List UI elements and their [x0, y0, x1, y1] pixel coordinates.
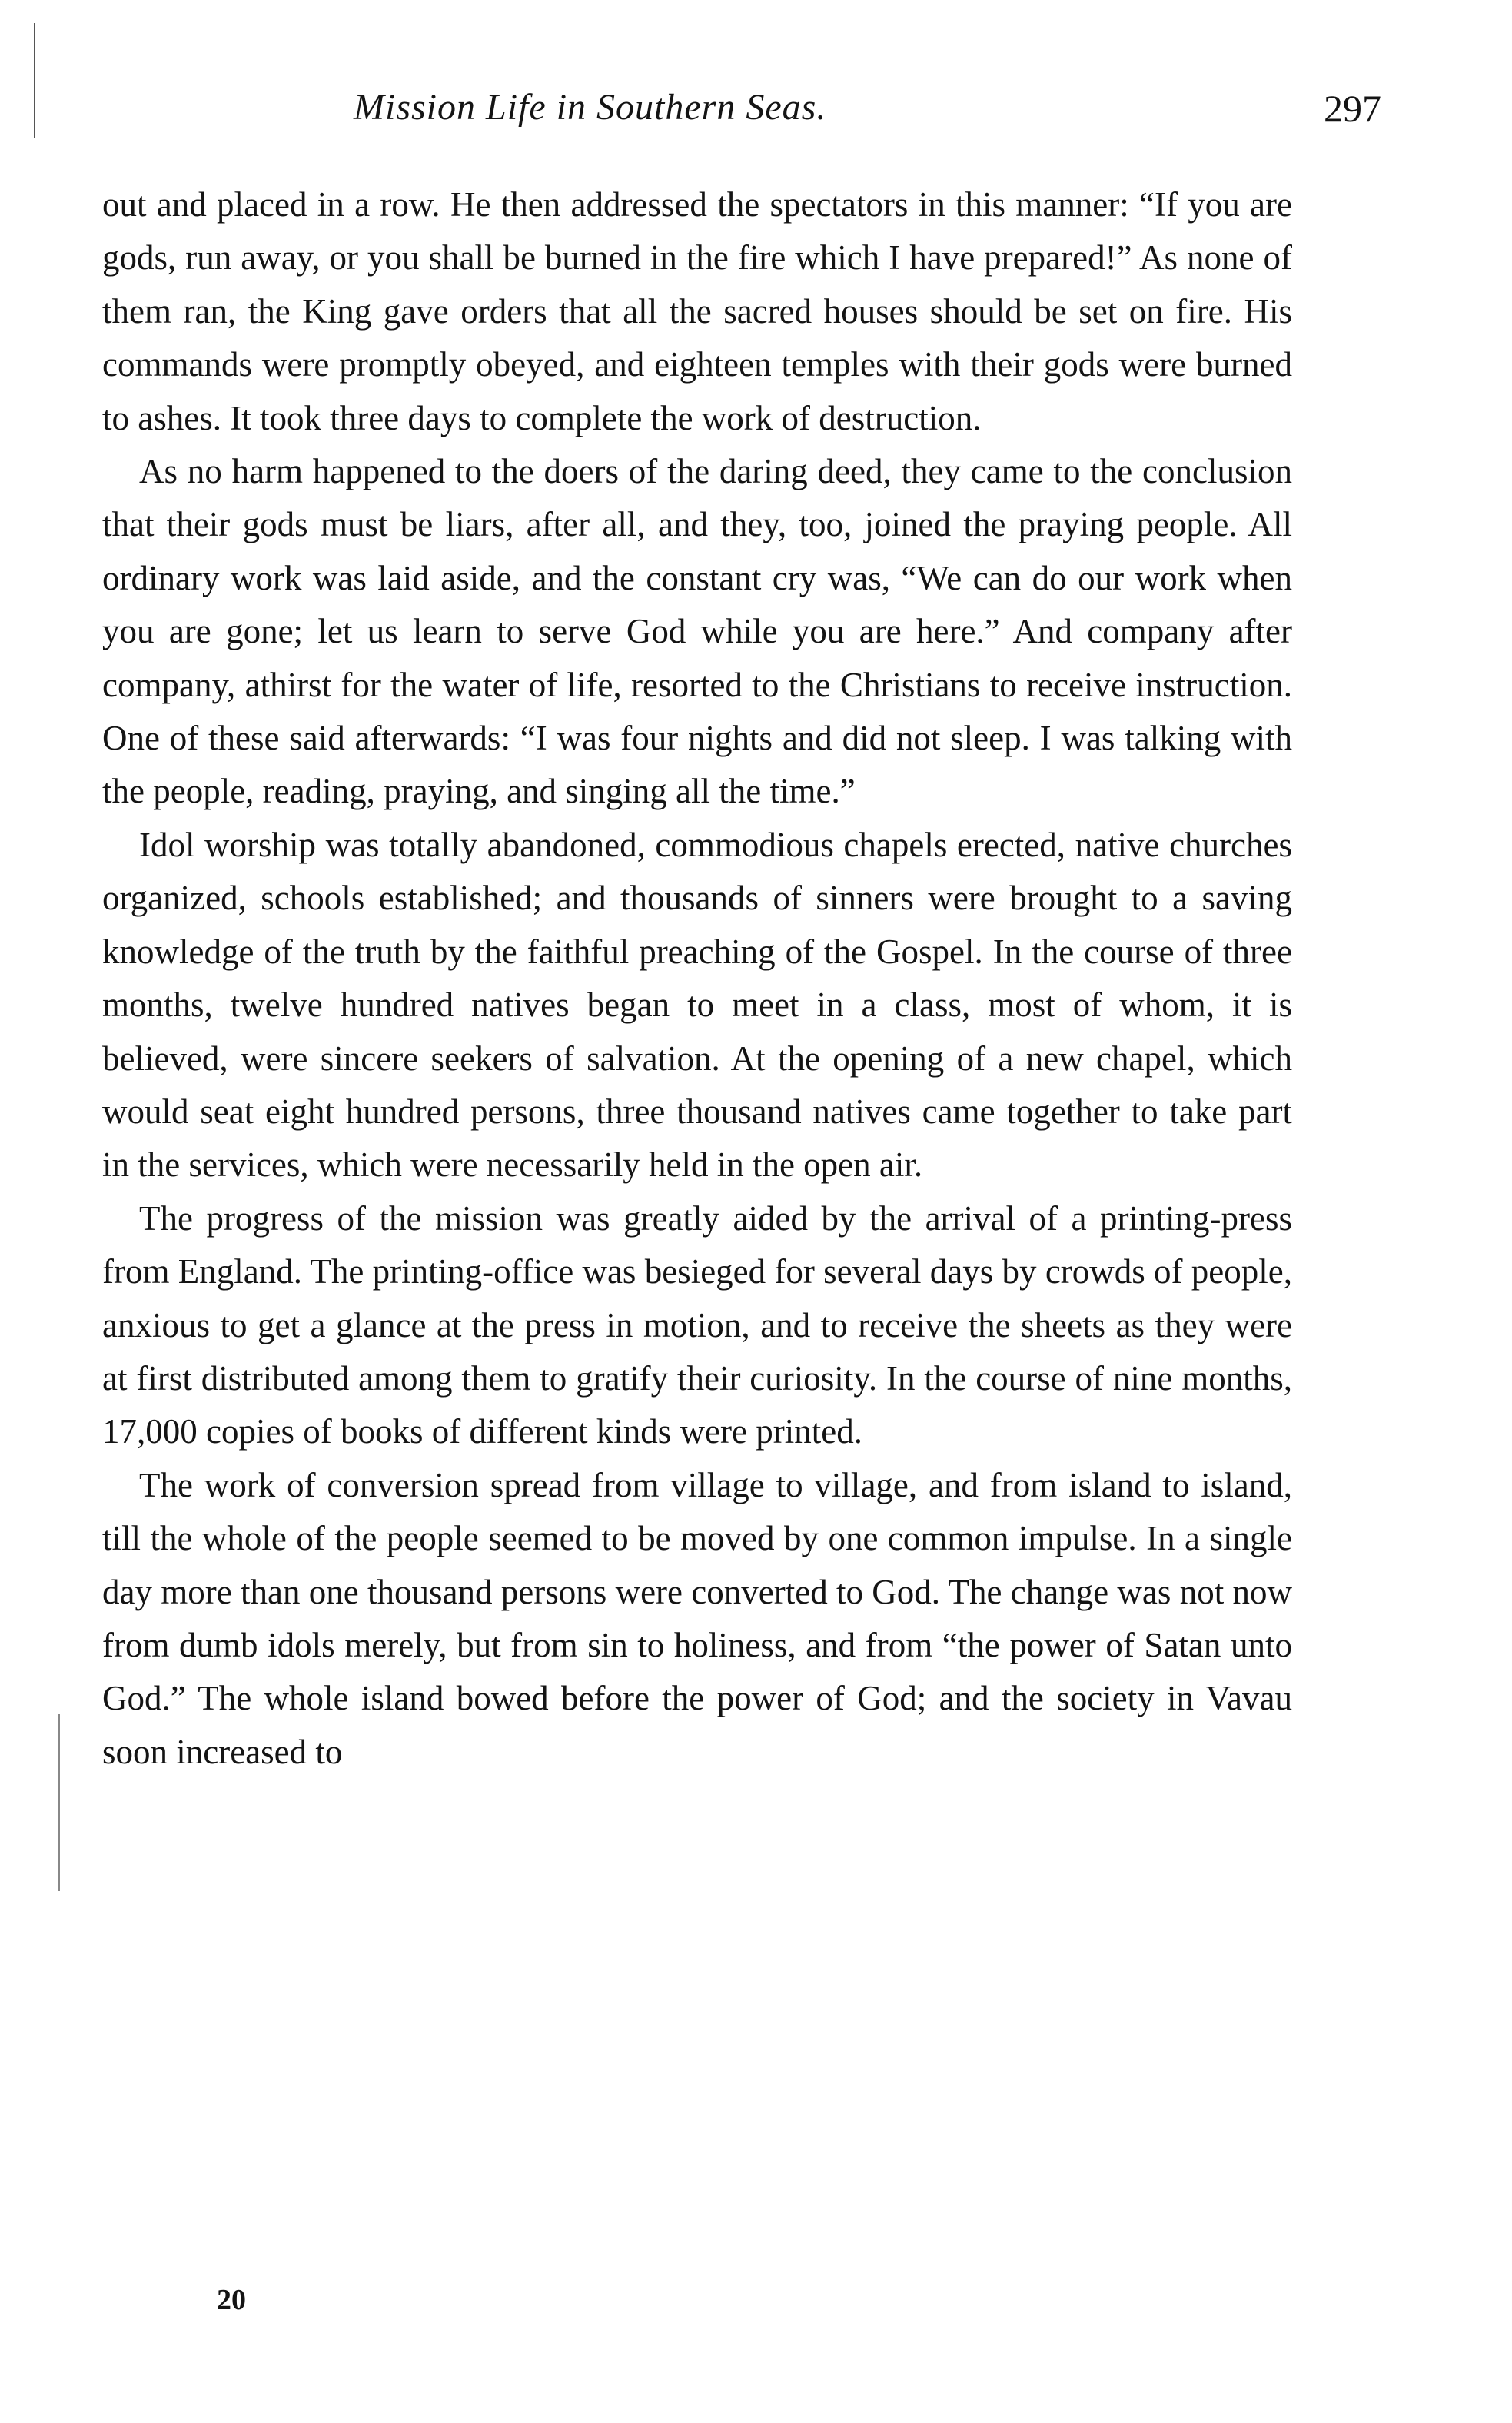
page-number: 297 [1324, 87, 1381, 130]
signature-mark: 20 [217, 2284, 246, 2316]
scan-edge-mark [58, 1714, 60, 1891]
paragraph: The work of conversion spread from village to village, and from island to island, till the whole of the people seemed to be moved by one common impulse. In a single day more than one thousand persons were converted to God. The change was not now from dumb idols merely, but from sin to holiness, and from “the power of Satan unto God.” The whole island bowed before the power of God; and the society in Vavau soon increased to [102, 1465, 1292, 1771]
running-title: Mission Life in Southern Seas. [354, 87, 827, 128]
body-text [102, 178, 1292, 1779]
paragraph: out and placed in a row. He then addressed the spectators in this manner: “If you are gods, run away, or you shall be burned in the fire which I have prepared!” As none of them ran, the King gave orders that all the sacred houses should be set on fire. His commands were promptly obeyed, and eighteen temples with their gods were burned to ashes. It took three days to complete the work of destruction. [102, 185, 1292, 437]
page-header [108, 86, 1381, 148]
paragraph: As no harm happened to the doers of the daring deed, they came to the conclusion that their gods must be liars, after all, and they, too, joined the praying people. All ordinary work was laid aside, and the constant cry was, “We can do our work when you are gone; let us learn to serve God while you are here.” And company after company, athirst for the water of life, resorted to the Christians to receive instruction. One of these said afterwards: “I was four nights and did not sleep. I was talking with the people, reading, praying, and singing all the time.” [102, 452, 1292, 811]
scan-edge-mark [34, 23, 35, 138]
paragraph: Idol worship was totally abandoned, commodious chapels erected, native churches organized, schools established; and thousands of sinners were brought to a saving knowledge of the truth by the faithful preaching of the Gospel. In the course of three months, twelve hundred natives began to meet in a class, most of whom, it is believed, were sincere seekers of salvation. At the opening of a new chapel, which would seat eight hundred persons, three thousand natives came together to take part in the services, which were necessarily held in the open air. [102, 825, 1292, 1185]
paragraph: The progress of the mission was greatly aided by the arrival of a printing-press from England. The printing-office was besieged for several days by crowds of people, anxious to get a glance at the press in motion, and to receive the sheets as they were at first distributed among them to gratify their curiosity. In the course of nine months, 17,000 copies of books of different kinds were printed. [102, 1198, 1292, 1451]
